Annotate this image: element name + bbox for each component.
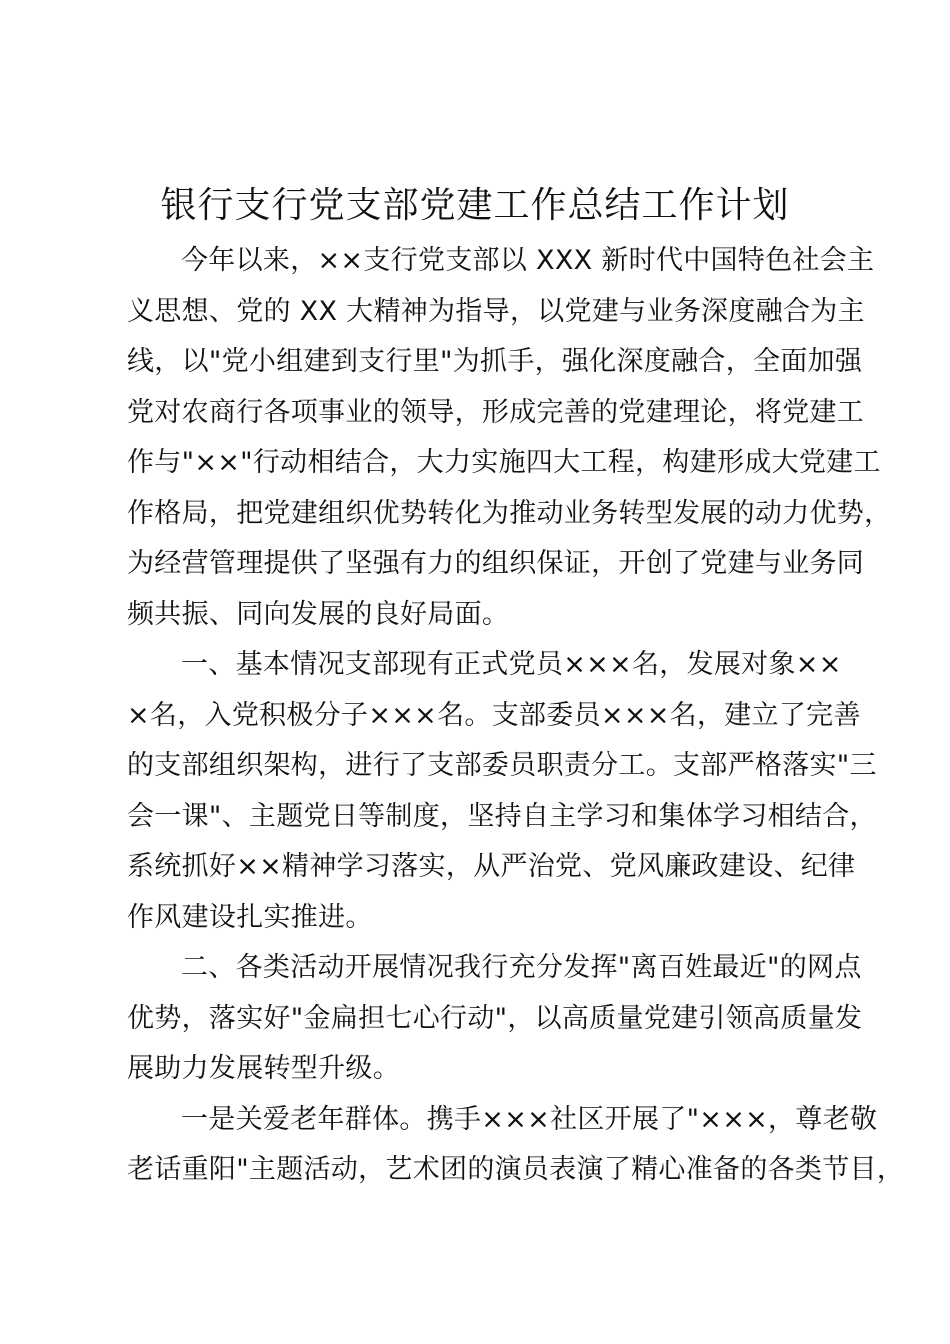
text-line: 作格局，把党建组织优势转化为推动业务转型发展的动力优势，	[127, 497, 892, 529]
text-line: 系统抓好××精神学习落实，从严治党、党风廉政建设、纪律	[127, 851, 856, 882]
text-line: ×名，入党积极分子×××名。支部委员×××名，建立了完善	[127, 699, 861, 731]
paragraph-activities	[127, 943, 863, 1095]
text-line: 优势，落实好"金扁担七心行动"，以高质量党建引领高质量发	[127, 1002, 863, 1034]
text-line: 二、各类活动开展情况我行充分发挥"离百姓最近"的网点	[181, 952, 862, 983]
text-line: 作与"××"行动相结合，大力实施四大工程，构建形成大党建工	[127, 447, 881, 478]
document-title: 银行支行党支部党建工作总结工作计划	[160, 185, 790, 226]
paragraph-intro	[127, 236, 892, 640]
text-line: 会一课"、主题党日等制度，坚持自主学习和集体学习相结合，	[127, 800, 877, 832]
text-line: 展助力发展转型升级。	[127, 1053, 400, 1084]
paragraph-elderly-care	[127, 1095, 905, 1196]
text-line: 一是关爱老年群体。携手×××社区开展了"×××，尊老敬	[181, 1103, 878, 1135]
text-line: 频共振、同向发展的良好局面。	[127, 598, 510, 630]
text-line: 一、基本情况支部现有正式党员×××名，发展对象××	[181, 649, 842, 680]
document-body	[127, 236, 905, 1196]
text-line: 今年以来，××支行党支部以 XXX 新时代中国特色社会主	[181, 245, 875, 276]
text-line: 义思想、党的 XX 大精神为指导，以党建与业务深度融合为主	[127, 295, 865, 327]
text-line: 作风建设扎实推进。	[127, 901, 373, 933]
text-line: 线，以"党小组建到支行里"为抓手，强化深度融合，全面加强	[127, 346, 863, 377]
text-line: 的支部组织架构，进行了支部委员职责分工。支部严格落实"三	[127, 750, 877, 781]
text-line: 老话重阳"主题活动，艺术团的演员表演了精心准备的各类节目，	[127, 1154, 905, 1185]
text-line: 党对农商行各项事业的领导，形成完善的党建理论，将党建工	[127, 396, 865, 428]
text-line: 为经营管理提供了坚强有力的组织保证，开创了党建与业务同	[127, 548, 865, 579]
paragraph-basic-situation	[127, 640, 877, 943]
